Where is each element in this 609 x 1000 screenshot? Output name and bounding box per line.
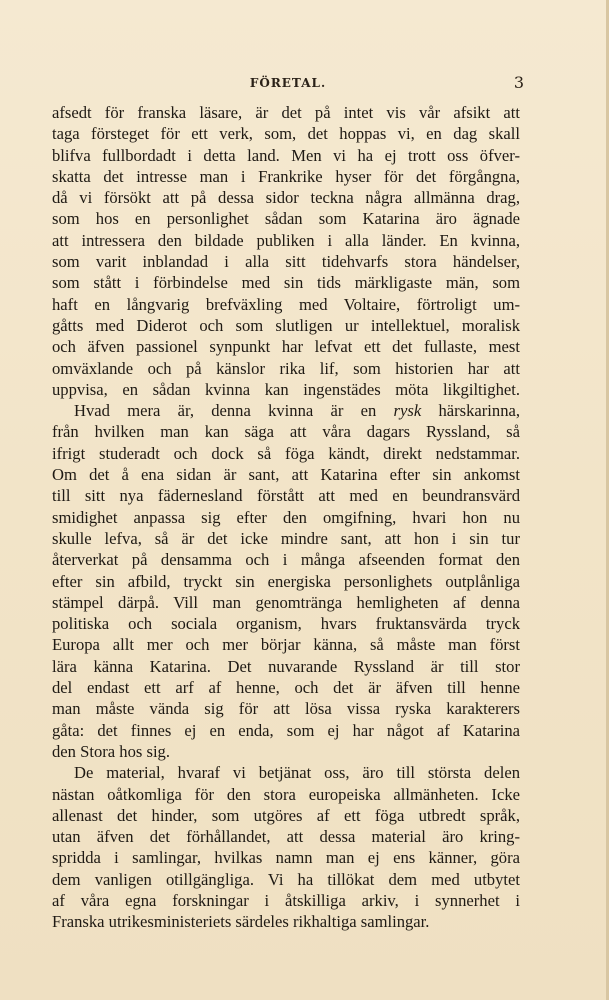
text-line: att intressera den bildade publiken i alla länder. En kvinna, (52, 230, 520, 250)
text-line: gåta: det finnes ej en enda, som ej har något af Katarina (52, 720, 520, 740)
text-line: dem vanligen otillgängliga. Vi ha tillökat dem med utbytet (52, 869, 520, 889)
text-line: taga försteget för ett verk, som, det hoppas vi, en dag skall (52, 124, 520, 144)
text-line: blifva fullbordadt i detta land. Men vi ha ej trott oss öfver- (52, 145, 520, 165)
text-line: då vi försökt att på dessa sidor teckna några allmänna drag, (52, 188, 520, 208)
body-text (52, 102, 520, 933)
text-line (52, 400, 520, 421)
text-line: och äfven passionel synpunkt har lefvat ett det fullaste, mest (52, 337, 520, 357)
text-line: stämpel därpå. Vill man genomtränga hemligheten af denna (52, 592, 520, 612)
text-line: den Stora hos sig. (52, 741, 170, 761)
text-line: De material, hvaraf vi betjänat oss, äro till största delen (74, 763, 520, 783)
text-line: utan äfven det förhållandet, att dessa material äro kring- (52, 827, 520, 847)
text-line: allenast det hinder, som utgöres af ett föga utbredt språk, (52, 805, 520, 825)
text-line: från hvilken man kan säga att våra dagars Ryssland, så (52, 422, 520, 442)
text-line: Europa allt mer och mer börjar känna, så måste man först (52, 635, 520, 655)
text-line: nästan oåtkomliga för den stora europeiska allmänheten. Icke (52, 784, 520, 804)
text-line: politiska och sociala organism, hvars fruktansvärda tryck (52, 614, 520, 634)
text-line: spridda i samlingar, hvilkas namn man ej ens känner, göra (52, 848, 520, 868)
text-line: af våra egna forskningar i åtskilliga arkiv, i synnerhet i (52, 890, 520, 910)
text-run: Hvad mera är, denna kvinna är en (74, 401, 394, 421)
text-line: del endast ett arf af henne, och det är äfven till henne (52, 678, 520, 698)
page-number: 3 (513, 73, 524, 92)
text-line: skulle lefva, så är det icke mindre sant, att hon i sin tur (52, 528, 520, 548)
text-line: till sitt nya fädernesland förstått att med en beundransvärd (52, 486, 520, 506)
text-line: haft en långvarig brefväxling med Voltaire, förtroligt um- (52, 294, 520, 314)
text-line: man måste vända sig för att lösa vissa ryska karakterers (52, 699, 520, 719)
text-line: som varit inblandad i alla sitt tidehvarfs stora händelser, (52, 252, 520, 272)
text-line: som hos en personlighet sådan som Katarina äro ägnade (52, 209, 520, 229)
text-line: gåtts med Diderot och som slutligen ur intellektuel, moralisk (52, 315, 520, 335)
text-line: lära känna Katarina. Det nuvarande Ryssland är till stor (52, 656, 520, 676)
running-head (52, 73, 524, 93)
text-line: efter sin afbild, tryckt sin energiska personlighets outplånliga (52, 571, 520, 591)
text-line: Franska utrikesministeriets särdeles rikhaltiga samlingar. (52, 912, 430, 932)
text-line: omväxlande och på känslor rika lif, som historien har att (52, 358, 520, 378)
text-line: återverkat på densamma och i många afseenden format den (52, 550, 520, 570)
italic-word: rysk (393, 401, 422, 421)
text-line: ifrigt studeradt och dock så föga kändt, direkt nedstammar. (52, 443, 520, 463)
text-line: uppvisa, en sådan kvinna kan ingenstädes möta likgiltighet. (52, 379, 520, 399)
text-run: härskarinna, (421, 401, 521, 421)
running-title: FÖRETAL. (249, 76, 327, 90)
text-line: Om det å ena sidan är sant, att Katarina efter sin ankomst (52, 465, 520, 485)
text-line: skatta det intresse man i Frankrike hyser för det förgångna, (52, 166, 520, 186)
text-line: smidighet anpassa sig efter den omgifning, hvari hon nu (52, 507, 520, 527)
text-line: afsedt för franska läsare, är det på intet vis vår afsikt att (52, 103, 520, 122)
text-line: som stått i förbindelse med sin tids märkligaste män, som (52, 273, 520, 293)
